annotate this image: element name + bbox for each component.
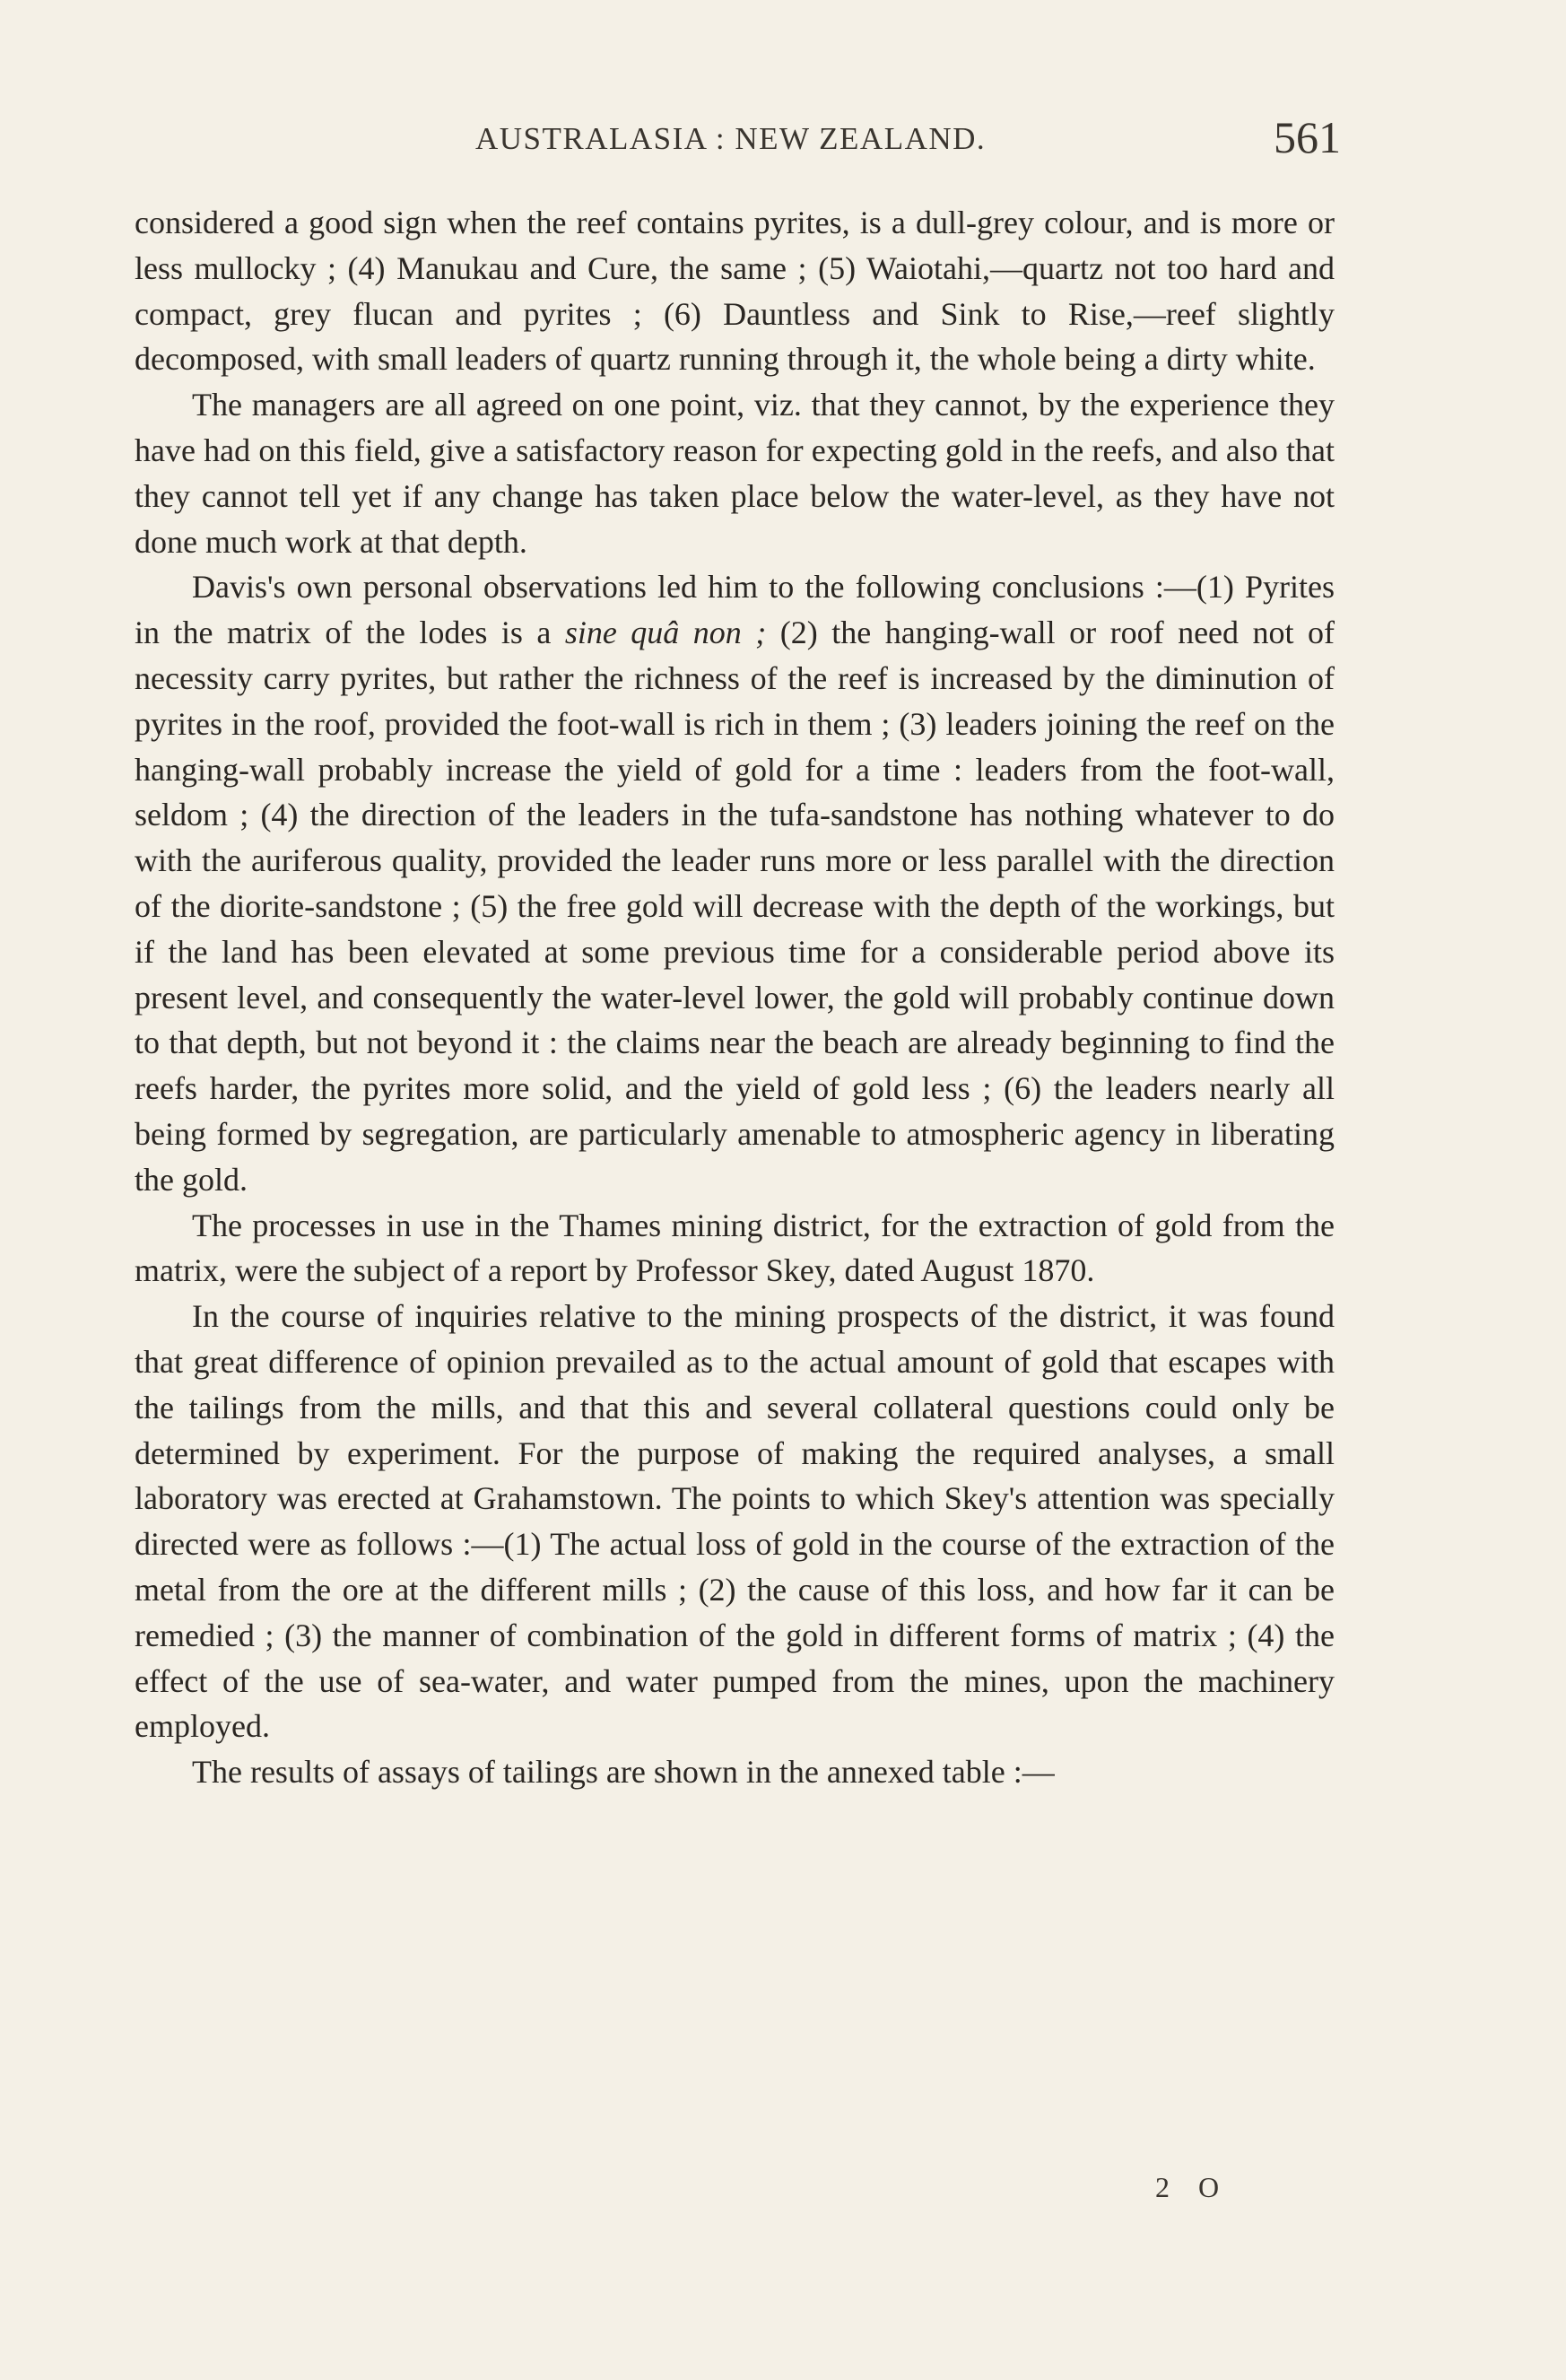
- running-title: AUSTRALASIA : NEW ZEALAND.: [475, 121, 987, 156]
- body-text: [135, 200, 1335, 1795]
- paragraph-text: Davis's own personal observations led him to the following conclusions :—(1) Pyrites in the matrix of the lodes is a: [135, 569, 1335, 651]
- page-number: 561: [1274, 112, 1341, 162]
- paragraph-davis-conclusions: [135, 564, 1335, 1202]
- signature-mark: 2 O: [1155, 2171, 1231, 2203]
- latin-phrase: sine quâ non ;: [564, 615, 767, 651]
- paragraph-processes: The processes in use in the Thames mining district, for the extraction of gold from the matrix, were the subject of a report by Professor Skey, dated August 1870.: [135, 1207, 1335, 1289]
- paragraph-results: The results of assays of tailings are shown in the annexed table :—: [192, 1754, 1055, 1791]
- paragraph-text: (2) the hanging-wall or roof need not of necessity carry pyrites, but rather the richness of the reef is increased by the diminution of pyrites in the roof, provided the foot-wall is rich in them ; (3) leaders joining the reef on the hanging-wall probably increase the yield of gold for a time : leaders from the foot-wall, seldom ; (4) the direction of the leaders in the tufa-sandstone has nothing whatever to do with the auriferous quality, provided the leader runs more or less parallel with the direction of the diorite-sandstone ; (5) the free gold will decrease with the depth of the workings, but if the land has been elevated at some previous time for a considerable period above its present level, and consequently the water-level lower, the gold will probably continue down to that depth, but not beyond it : the claims near the beach are already beginning to find the reefs harder, the pyrites more solid, and the yield of gold less ; (6) the leaders nearly all being formed by segregation, are particularly amenable to atmospheric agency in liberating the gold.: [135, 615, 1335, 1198]
- paragraph-inquiries: In the course of inquiries relative to the mining prospects of the district, it was found that great difference of opinion prevailed as to the actual amount of gold that escapes with the tailings from the mills, and that this and several collateral questions could only be determined by experiment. For the purpose of making the required analyses, a small laboratory was erected at Grahamstown. The points to which Skey's attention was specially directed were as follows :—(1) The actual loss of gold in the course of the extraction of the metal from the ore at the different mills ; (2) the cause of this loss, and how far it can be remedied ; (3) the manner of combination of the gold in different forms of matrix ; (4) the effect of the use of sea-water, and water pumped from the mines, upon the machinery employed.: [135, 1298, 1335, 1745]
- paragraph-managers: The managers are all agreed on one point, viz. that they cannot, by the experience they have had on this field, give a satisfactory reason for expecting gold in the reefs, and also that they cannot tell yet if any change has taken place below the water-level, as they have not done much work at that depth.: [135, 387, 1335, 560]
- paragraph-continued: considered a good sign when the reef contains pyrites, is a dull-grey colour, and is more or less mullocky ; (4) Manukau and Cure, the same ; (5) Waiotahi,—quartz not too hard and compact, grey flucan and pyrites ; (6) Dauntless and Sink to Rise,—reef slightly decomposed, with small leaders of quartz running through it, the whole being a dirty white.: [135, 205, 1335, 378]
